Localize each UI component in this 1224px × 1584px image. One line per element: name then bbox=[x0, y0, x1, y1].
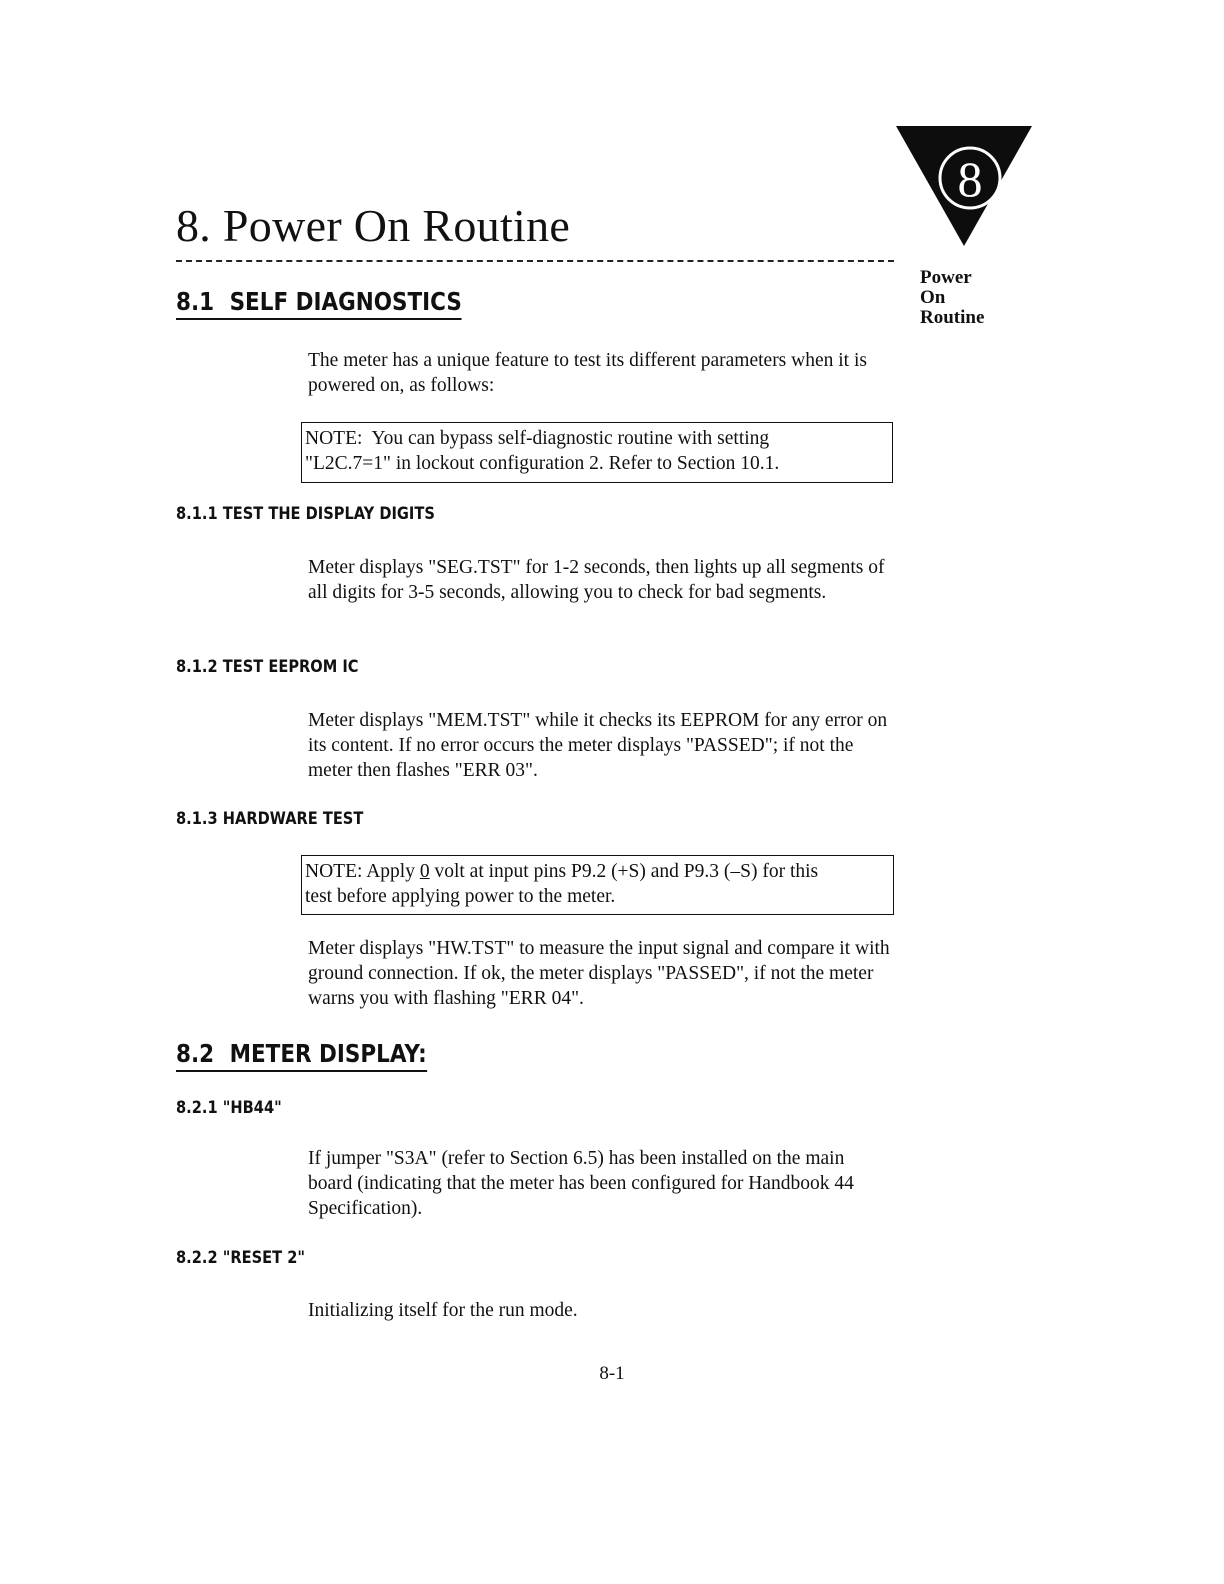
paragraph-text: Initializing itself for the run mode. bbox=[308, 1300, 578, 1321]
paragraph-text: The meter has a unique feature to test its different parameters when it is powered on, as follows: bbox=[308, 350, 867, 396]
paragraph-text: Meter displays "SEG.TST" for 1-2 seconds, then lights up all segments of all digits for 3-5 seconds, allowing you to check for bad segments. bbox=[308, 557, 885, 603]
section-title: METER DISPLAY: bbox=[229, 1039, 427, 1068]
tab-label-line: Power bbox=[920, 267, 972, 288]
note-label: NOTE: bbox=[305, 428, 363, 449]
tab-number: 8 bbox=[957, 151, 983, 207]
section-number: 8.2 bbox=[176, 1039, 215, 1068]
subsection-heading-8-2-1 bbox=[176, 1097, 282, 1119]
subsection-title: "RESET 2" bbox=[222, 1248, 306, 1268]
section-heading-8-1 bbox=[176, 286, 462, 318]
chapter-tab-label bbox=[920, 268, 984, 328]
subsection-number: 8.2.2 bbox=[176, 1248, 218, 1268]
tab-label-line: On bbox=[920, 287, 946, 308]
paragraph-reset bbox=[308, 1298, 898, 1323]
paragraph-hb44 bbox=[308, 1146, 868, 1221]
subsection-number: 8.1.3 bbox=[176, 809, 218, 829]
paragraph-text: Meter displays "MEM.TST" while it checks its EEPROM for any error on its content. If no error occurs the meter displays "PASSED"; if not the meter then flashes "ERR 03". bbox=[308, 710, 888, 781]
note-text: test before applying power to the meter. bbox=[305, 886, 616, 907]
subsection-heading-8-1-2 bbox=[176, 656, 359, 678]
intro-paragraph bbox=[308, 348, 898, 398]
subsection-number: 8.1.1 bbox=[176, 504, 218, 524]
paragraph-text: Meter displays "HW.TST" to measure the input signal and compare it with ground connection. If ok, the meter displays "PASSED", if not the meter warns you with flashing "ERR 04". bbox=[308, 938, 890, 1009]
subsection-heading-8-1-1 bbox=[176, 503, 435, 525]
subsection-title: TEST EEPROM IC bbox=[222, 657, 359, 677]
note-text: volt at input pins P9.2 (+S) and P9.3 (–S) for this bbox=[434, 861, 819, 882]
section-title: SELF DIAGNOSTICS bbox=[229, 287, 462, 316]
page-number: 8-1 bbox=[599, 1363, 625, 1384]
note-label: NOTE: bbox=[305, 861, 363, 882]
note-text: You can bypass self-diagnostic routine with setting bbox=[371, 428, 770, 449]
section-heading-8-2 bbox=[176, 1038, 427, 1070]
paragraph-eeprom bbox=[308, 708, 898, 783]
chapter-title: 8. Power On Routine bbox=[176, 200, 571, 251]
subsection-title: TEST THE DISPLAY DIGITS bbox=[222, 504, 435, 524]
section-number: 8.1 bbox=[176, 287, 215, 316]
subsection-title: "HB44" bbox=[222, 1098, 282, 1118]
subsection-number: 8.1.2 bbox=[176, 657, 218, 677]
paragraph-text: If jumper "S3A" (refer to Section 6.5) has been installed on the main board (indicating that the meter has been configured for Handbook 44 Specification). bbox=[308, 1148, 854, 1219]
subsection-number: 8.2.1 bbox=[176, 1098, 218, 1118]
subsection-title: HARDWARE TEST bbox=[222, 809, 364, 829]
tab-label-line: Routine bbox=[920, 307, 985, 328]
paragraph-hardware bbox=[308, 936, 898, 1011]
note-text: Apply bbox=[366, 861, 415, 882]
note-value: 0 bbox=[419, 861, 430, 882]
note-box-hardware bbox=[301, 855, 894, 915]
paragraph-display-digits bbox=[308, 555, 898, 605]
subsection-heading-8-2-2 bbox=[176, 1247, 305, 1269]
note-text: "L2C.7=1" in lockout configuration 2. Refer to Section 10.1. bbox=[305, 453, 780, 474]
chapter-tab-marker bbox=[896, 126, 1032, 246]
title-rule bbox=[176, 260, 894, 262]
subsection-heading-8-1-3 bbox=[176, 808, 363, 830]
note-box-bypass bbox=[301, 422, 893, 483]
